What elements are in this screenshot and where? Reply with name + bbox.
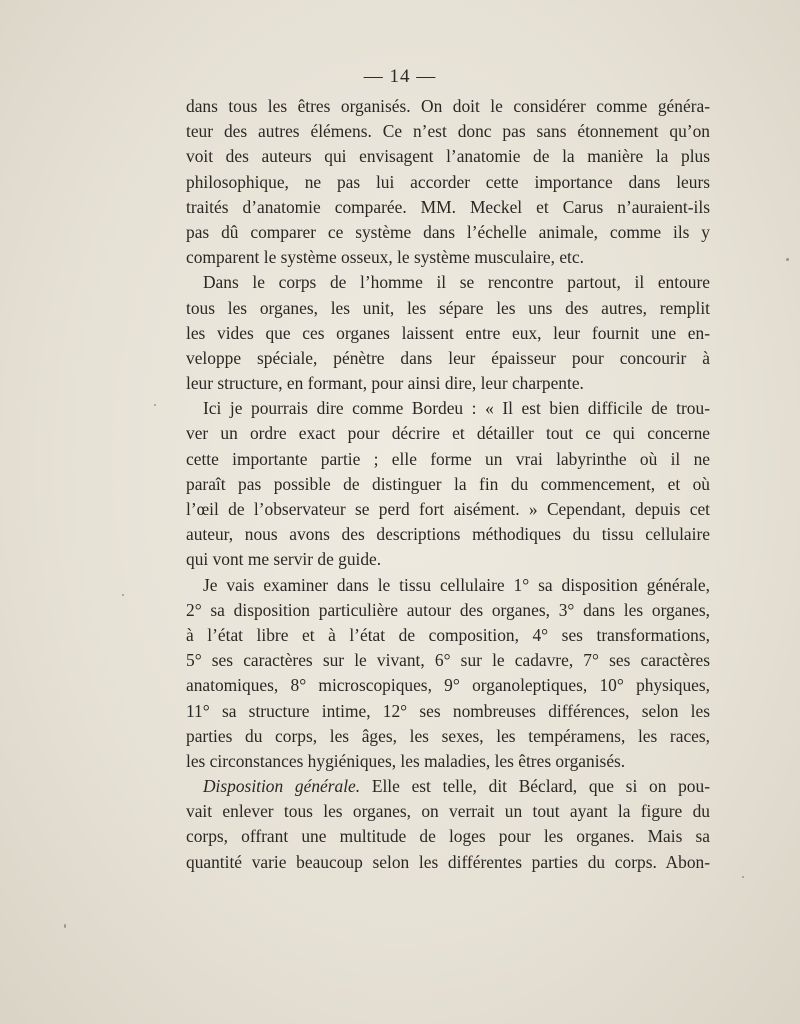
line-text: vait enlever tous les organes, on verrait un tout ayant la figure du (186, 801, 710, 822)
line-text: quantité varie beaucoup selon les différentes parties du corps. Abon- (186, 851, 710, 872)
text-line (186, 824, 710, 849)
text-line (186, 522, 710, 547)
text-line (186, 749, 710, 774)
line-text: pas dû comparer ce système dans l’échelle animale, comme ils y (186, 221, 710, 242)
line-text: 11° sa structure intime, 12° ses nombreuses différences, selon les (186, 700, 710, 721)
line-text: 5° ses caractères sur le vivant, 6° sur le cadavre, 7° ses caractères (186, 650, 710, 671)
text-line (186, 346, 710, 371)
line-text: leur structure, en formant, pour ainsi dire, leur charpente. (186, 373, 584, 394)
section-heading: Disposition générale. (203, 776, 361, 797)
paper-speck (122, 594, 124, 596)
line-text: dans tous les êtres organisés. On doit le considérer comme généra- (186, 96, 710, 116)
line-text: teur des autres élémens. Ce n’est donc pas sans étonnement qu’on (186, 121, 710, 142)
line-text: veloppe spéciale, pénètre dans leur épaisseur pour concourir à (186, 347, 710, 368)
text-line (186, 321, 710, 346)
line-text: Ici je pourrais dire comme Bordeu : « Il est bien difficile de trou- (203, 398, 710, 419)
line-text: auteur, nous avons des descriptions méthodiques du tissu cellulaire (186, 524, 710, 545)
text-line (186, 724, 710, 749)
text-line (186, 144, 710, 169)
line-text: anatomiques, 8° microscopiques, 9° organoleptiques, 10° physiques, (186, 675, 710, 696)
text-line (186, 396, 710, 421)
paper-speck (742, 876, 744, 878)
line-text: corps, offrant une multitude de loges pour les organes. Mais sa (186, 826, 710, 847)
text-line (186, 673, 710, 698)
text-line (186, 94, 710, 119)
paper-speck (64, 924, 66, 928)
text-line (186, 598, 710, 623)
line-text: les vides que ces organes laissent entre eux, leur fournit une en- (186, 322, 710, 343)
text-line (186, 699, 710, 724)
text-line (186, 850, 710, 875)
text-line (186, 573, 710, 598)
line-text: cette importante partie ; elle forme un vrai labyrinthe où il ne (186, 448, 710, 469)
text-line (186, 421, 710, 446)
line-text: paraît pas possible de distinguer la fin du commencement, et où (186, 473, 710, 494)
text-line (186, 799, 710, 824)
text-line (186, 296, 710, 321)
line-text: Dans le corps de l’homme il se rencontre partout, il entoure (203, 272, 710, 293)
line-text: voit des auteurs qui envisagent l’anatomie de la manière la plus (186, 146, 710, 167)
text-line (186, 447, 710, 472)
line-text: à l’état libre et à l’état de composition, 4° ses transformations, (186, 624, 710, 645)
line-text: parties du corps, les âges, les sexes, les tempéramens, les races, (186, 725, 710, 746)
text-line (186, 220, 710, 245)
line-text: l’œil de l’observateur se perd fort aisément. » Cependant, depuis cet (186, 499, 710, 519)
text-line (186, 371, 710, 396)
line-text: Je vais examiner dans le tissu cellulaire 1° sa disposition générale, (203, 574, 710, 595)
paper-speck (786, 258, 789, 261)
text-line (186, 472, 710, 497)
text-line (186, 170, 710, 195)
text-line (186, 547, 710, 572)
text-line (186, 245, 710, 270)
line-text: traités d’anatomie comparée. MM. Meckel et Carus n’auraient-ils (186, 196, 710, 217)
line-text: tous les organes, les unit, les sépare les uns des autres, remplit (186, 297, 710, 318)
body-text (186, 94, 710, 875)
text-line (186, 195, 710, 220)
line-text: qui vont me servir de guide. (186, 549, 382, 570)
text-line (186, 774, 710, 799)
text-line (186, 119, 710, 144)
line-text: ver un ordre exact pour décrire et détailler tout ce qui concerne (186, 423, 710, 444)
text-line (186, 648, 710, 673)
text-line (186, 623, 710, 648)
line-text: philosophique, ne pas lui accorder cette importance dans leurs (186, 171, 710, 192)
page-number: — 14 — (363, 66, 437, 87)
line-text: Elle est telle, dit Béclard, que si on pou- (360, 776, 710, 797)
line-text: les circonstances hygiéniques, les maladies, les êtres organisés. (186, 750, 626, 771)
text-line (186, 270, 710, 295)
text-line (186, 497, 710, 522)
line-text: comparent le système osseux, le système musculaire, etc. (186, 247, 584, 268)
line-text: 2° sa disposition particulière autour des organes, 3° dans les organes, (186, 599, 710, 620)
paper-speck (154, 404, 156, 406)
